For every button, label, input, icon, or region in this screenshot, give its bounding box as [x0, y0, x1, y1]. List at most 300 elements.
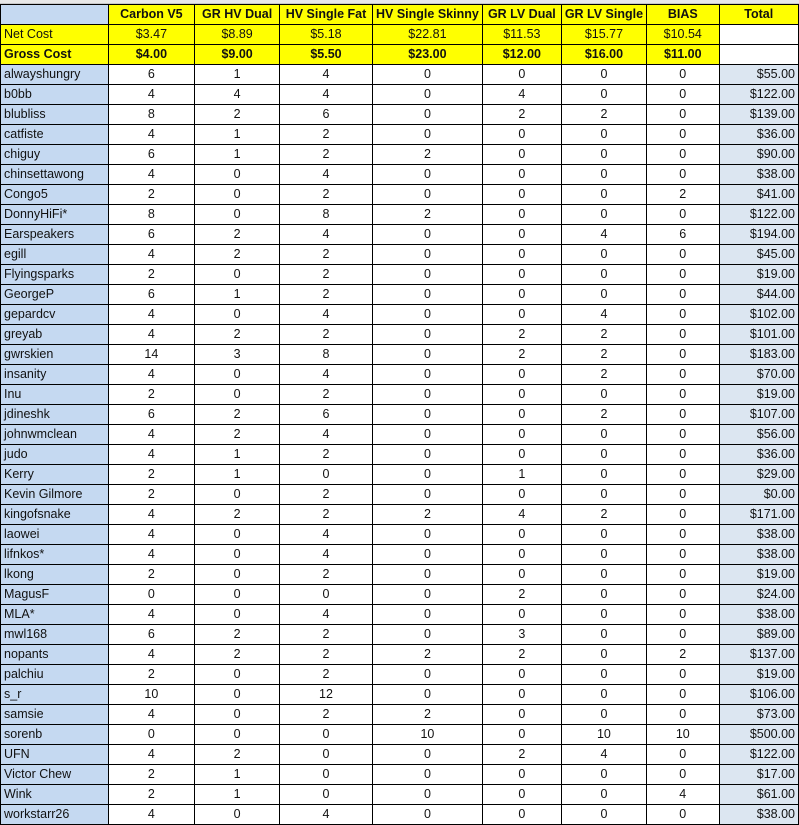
quantity-cell[interactable]: 0 — [195, 545, 280, 565]
quantity-cell[interactable]: 2 — [561, 345, 646, 365]
quantity-cell[interactable]: 0 — [372, 245, 482, 265]
quantity-cell[interactable]: 0 — [372, 405, 482, 425]
quantity-cell[interactable]: 4 — [108, 245, 195, 265]
quantity-cell[interactable]: 0 — [561, 205, 646, 225]
quantity-cell[interactable]: 2 — [195, 405, 280, 425]
quantity-cell[interactable]: 6 — [280, 105, 373, 125]
quantity-cell[interactable]: 0 — [561, 645, 646, 665]
quantity-cell[interactable]: 0 — [482, 165, 561, 185]
column-header-gr-lv-dual[interactable]: GR LV Dual — [482, 5, 561, 25]
quantity-cell[interactable]: 0 — [482, 605, 561, 625]
net-cost-cell[interactable]: $10.54 — [647, 25, 719, 45]
quantity-cell[interactable]: 0 — [647, 465, 719, 485]
quantity-cell[interactable]: 2 — [372, 205, 482, 225]
quantity-cell[interactable]: 0 — [482, 545, 561, 565]
quantity-cell[interactable]: 6 — [108, 145, 195, 165]
row-total-cell[interactable]: $183.00 — [719, 345, 799, 365]
net-cost-cell[interactable]: $3.47 — [108, 25, 195, 45]
quantity-cell[interactable]: 2 — [108, 785, 195, 805]
row-name-cell[interactable]: kingofsnake — [1, 505, 109, 525]
quantity-cell[interactable]: 2 — [482, 105, 561, 125]
row-total-cell[interactable]: $36.00 — [719, 125, 799, 145]
row-total-cell[interactable]: $0.00 — [719, 485, 799, 505]
row-total-cell[interactable]: $19.00 — [719, 665, 799, 685]
quantity-cell[interactable]: 4 — [561, 305, 646, 325]
quantity-cell[interactable]: 6 — [108, 285, 195, 305]
net-cost-cell[interactable]: $5.18 — [280, 25, 373, 45]
quantity-cell[interactable]: 1 — [195, 285, 280, 305]
quantity-cell[interactable]: 0 — [372, 65, 482, 85]
quantity-cell[interactable]: 2 — [482, 745, 561, 765]
quantity-cell[interactable]: 1 — [482, 465, 561, 485]
quantity-cell[interactable]: 4 — [108, 165, 195, 185]
quantity-cell[interactable]: 0 — [647, 345, 719, 365]
quantity-cell[interactable]: 10 — [108, 685, 195, 705]
row-total-cell[interactable]: $38.00 — [719, 605, 799, 625]
quantity-cell[interactable]: 10 — [647, 725, 719, 745]
quantity-cell[interactable]: 0 — [561, 165, 646, 185]
quantity-cell[interactable]: 6 — [108, 225, 195, 245]
quantity-cell[interactable]: 0 — [372, 385, 482, 405]
quantity-cell[interactable]: 0 — [482, 445, 561, 465]
row-total-cell[interactable]: $137.00 — [719, 645, 799, 665]
quantity-cell[interactable]: 0 — [482, 805, 561, 825]
column-header-carbon-v5[interactable]: Carbon V5 — [108, 5, 195, 25]
quantity-cell[interactable]: 0 — [561, 285, 646, 305]
quantity-cell[interactable]: 0 — [195, 385, 280, 405]
row-total-cell[interactable]: $89.00 — [719, 625, 799, 645]
quantity-cell[interactable]: 0 — [482, 485, 561, 505]
quantity-cell[interactable]: 4 — [561, 225, 646, 245]
row-name-cell[interactable]: Earspeakers — [1, 225, 109, 245]
quantity-cell[interactable]: 2 — [108, 185, 195, 205]
quantity-cell[interactable]: 4 — [108, 705, 195, 725]
quantity-cell[interactable]: 4 — [482, 505, 561, 525]
row-name-cell[interactable]: mwl168 — [1, 625, 109, 645]
quantity-cell[interactable]: 0 — [561, 65, 646, 85]
quantity-cell[interactable]: 0 — [195, 605, 280, 625]
row-name-cell[interactable]: palchiu — [1, 665, 109, 685]
row-name-cell[interactable]: lkong — [1, 565, 109, 585]
gross-cost-cell[interactable]: $12.00 — [482, 45, 561, 65]
quantity-cell[interactable]: 0 — [195, 805, 280, 825]
quantity-cell[interactable]: 0 — [372, 85, 482, 105]
row-total-cell[interactable]: $107.00 — [719, 405, 799, 425]
quantity-cell[interactable]: 0 — [372, 745, 482, 765]
quantity-cell[interactable]: 0 — [372, 585, 482, 605]
quantity-cell[interactable]: 4 — [280, 425, 373, 445]
quantity-cell[interactable]: 0 — [280, 465, 373, 485]
row-total-cell[interactable]: $106.00 — [719, 685, 799, 705]
quantity-cell[interactable]: 0 — [482, 765, 561, 785]
quantity-cell[interactable]: 0 — [482, 225, 561, 245]
quantity-cell[interactable]: 0 — [372, 225, 482, 245]
quantity-cell[interactable]: 0 — [482, 285, 561, 305]
quantity-cell[interactable]: 6 — [280, 405, 373, 425]
row-name-cell[interactable]: gwrskien — [1, 345, 109, 365]
quantity-cell[interactable]: 4 — [280, 525, 373, 545]
row-total-cell[interactable]: $101.00 — [719, 325, 799, 345]
row-name-cell[interactable]: UFN — [1, 745, 109, 765]
quantity-cell[interactable]: 0 — [372, 665, 482, 685]
quantity-cell[interactable]: 2 — [280, 325, 373, 345]
row-total-cell[interactable]: $41.00 — [719, 185, 799, 205]
quantity-cell[interactable]: 0 — [108, 585, 195, 605]
quantity-cell[interactable]: 4 — [108, 85, 195, 105]
row-name-cell[interactable]: GeorgeP — [1, 285, 109, 305]
quantity-cell[interactable]: 0 — [280, 585, 373, 605]
quantity-cell[interactable]: 0 — [195, 725, 280, 745]
quantity-cell[interactable]: 0 — [372, 805, 482, 825]
quantity-cell[interactable]: 1 — [195, 445, 280, 465]
quantity-cell[interactable]: 0 — [482, 725, 561, 745]
quantity-cell[interactable]: 2 — [482, 345, 561, 365]
quantity-cell[interactable]: 4 — [108, 805, 195, 825]
quantity-cell[interactable]: 0 — [647, 145, 719, 165]
quantity-cell[interactable]: 2 — [280, 245, 373, 265]
quantity-cell[interactable]: 4 — [108, 545, 195, 565]
quantity-cell[interactable]: 4 — [647, 785, 719, 805]
quantity-cell[interactable]: 2 — [108, 265, 195, 285]
quantity-cell[interactable]: 0 — [195, 705, 280, 725]
quantity-cell[interactable]: 1 — [195, 765, 280, 785]
quantity-cell[interactable]: 0 — [372, 605, 482, 625]
row-total-cell[interactable]: $24.00 — [719, 585, 799, 605]
quantity-cell[interactable]: 0 — [372, 545, 482, 565]
quantity-cell[interactable]: 2 — [647, 645, 719, 665]
quantity-cell[interactable]: 0 — [372, 185, 482, 205]
quantity-cell[interactable]: 4 — [280, 85, 373, 105]
quantity-cell[interactable]: 0 — [647, 125, 719, 145]
row-total-cell[interactable]: $55.00 — [719, 65, 799, 85]
row-name-cell[interactable]: MagusF — [1, 585, 109, 605]
row-name-cell[interactable]: jdineshk — [1, 405, 109, 425]
quantity-cell[interactable]: 0 — [647, 405, 719, 425]
quantity-cell[interactable]: 0 — [561, 265, 646, 285]
quantity-cell[interactable]: 2 — [195, 105, 280, 125]
quantity-cell[interactable]: 4 — [280, 805, 373, 825]
quantity-cell[interactable]: 0 — [561, 685, 646, 705]
quantity-cell[interactable]: 3 — [482, 625, 561, 645]
row-total-cell[interactable]: $38.00 — [719, 525, 799, 545]
quantity-cell[interactable]: 0 — [647, 585, 719, 605]
net-cost-cell[interactable]: $15.77 — [561, 25, 646, 45]
quantity-cell[interactable]: 0 — [195, 265, 280, 285]
quantity-cell[interactable]: 0 — [482, 705, 561, 725]
row-name-cell[interactable]: Flyingsparks — [1, 265, 109, 285]
row-total-cell[interactable]: $19.00 — [719, 265, 799, 285]
quantity-cell[interactable]: 2 — [372, 645, 482, 665]
quantity-cell[interactable]: 2 — [108, 385, 195, 405]
quantity-cell[interactable]: 0 — [482, 65, 561, 85]
row-total-cell[interactable]: $38.00 — [719, 805, 799, 825]
net-cost-label[interactable]: Net Cost — [1, 25, 109, 45]
quantity-cell[interactable]: 2 — [482, 585, 561, 605]
column-header-gr-hv-dual[interactable]: GR HV Dual — [195, 5, 280, 25]
quantity-cell[interactable]: 0 — [372, 425, 482, 445]
quantity-cell[interactable]: 10 — [372, 725, 482, 745]
quantity-cell[interactable]: 0 — [372, 445, 482, 465]
quantity-cell[interactable]: 0 — [561, 545, 646, 565]
quantity-cell[interactable]: 4 — [195, 85, 280, 105]
quantity-cell[interactable]: 2 — [561, 325, 646, 345]
quantity-cell[interactable]: 0 — [561, 185, 646, 205]
quantity-cell[interactable]: 6 — [108, 65, 195, 85]
quantity-cell[interactable]: 2 — [280, 285, 373, 305]
quantity-cell[interactable]: 0 — [372, 565, 482, 585]
quantity-cell[interactable]: 0 — [561, 765, 646, 785]
net-cost-cell[interactable]: $11.53 — [482, 25, 561, 45]
quantity-cell[interactable]: 0 — [561, 245, 646, 265]
quantity-cell[interactable]: 2 — [647, 185, 719, 205]
quantity-cell[interactable]: 0 — [482, 145, 561, 165]
row-name-cell[interactable]: Kevin Gilmore — [1, 485, 109, 505]
row-total-cell[interactable]: $122.00 — [719, 85, 799, 105]
quantity-cell[interactable]: 0 — [561, 665, 646, 685]
quantity-cell[interactable]: 0 — [647, 745, 719, 765]
quantity-cell[interactable]: 0 — [482, 665, 561, 685]
quantity-cell[interactable]: 8 — [280, 205, 373, 225]
quantity-cell[interactable]: 4 — [280, 365, 373, 385]
quantity-cell[interactable]: 2 — [372, 705, 482, 725]
gross-cost-cell[interactable]: $23.00 — [372, 45, 482, 65]
quantity-cell[interactable]: 6 — [108, 625, 195, 645]
quantity-cell[interactable]: 0 — [647, 445, 719, 465]
quantity-cell[interactable]: 0 — [561, 385, 646, 405]
quantity-cell[interactable]: 0 — [647, 605, 719, 625]
net-cost-cell[interactable]: $8.89 — [195, 25, 280, 45]
quantity-cell[interactable]: 2 — [482, 325, 561, 345]
row-total-cell[interactable]: $17.00 — [719, 765, 799, 785]
gross-cost-cell[interactable]: $11.00 — [647, 45, 719, 65]
quantity-cell[interactable]: 4 — [280, 305, 373, 325]
row-name-cell[interactable]: blubliss — [1, 105, 109, 125]
quantity-cell[interactable]: 0 — [482, 525, 561, 545]
quantity-cell[interactable]: 0 — [482, 265, 561, 285]
quantity-cell[interactable]: 8 — [108, 205, 195, 225]
quantity-cell[interactable]: 4 — [108, 365, 195, 385]
quantity-cell[interactable]: 2 — [280, 185, 373, 205]
row-total-cell[interactable]: $44.00 — [719, 285, 799, 305]
quantity-cell[interactable]: 2 — [280, 145, 373, 165]
quantity-cell[interactable]: 0 — [647, 65, 719, 85]
quantity-cell[interactable]: 0 — [561, 445, 646, 465]
quantity-cell[interactable]: 2 — [280, 505, 373, 525]
quantity-cell[interactable]: 4 — [108, 125, 195, 145]
quantity-cell[interactable]: 0 — [372, 525, 482, 545]
quantity-cell[interactable]: 2 — [195, 745, 280, 765]
row-name-cell[interactable]: judo — [1, 445, 109, 465]
row-name-cell[interactable]: DonnyHiFi* — [1, 205, 109, 225]
quantity-cell[interactable]: 0 — [647, 545, 719, 565]
quantity-cell[interactable]: 0 — [647, 165, 719, 185]
row-name-cell[interactable]: laowei — [1, 525, 109, 545]
row-total-cell[interactable]: $73.00 — [719, 705, 799, 725]
quantity-cell[interactable]: 2 — [561, 505, 646, 525]
quantity-cell[interactable]: 0 — [647, 245, 719, 265]
column-header-bias[interactable]: BIAS — [647, 5, 719, 25]
quantity-cell[interactable]: 4 — [482, 85, 561, 105]
row-name-cell[interactable]: alwayshungry — [1, 65, 109, 85]
quantity-cell[interactable]: 4 — [108, 325, 195, 345]
quantity-cell[interactable]: 0 — [280, 765, 373, 785]
gross-cost-cell[interactable]: $4.00 — [108, 45, 195, 65]
quantity-cell[interactable]: 0 — [372, 125, 482, 145]
quantity-cell[interactable]: 2 — [280, 265, 373, 285]
quantity-cell[interactable]: 0 — [372, 485, 482, 505]
quantity-cell[interactable]: 0 — [647, 805, 719, 825]
quantity-cell[interactable]: 0 — [561, 785, 646, 805]
quantity-cell[interactable]: 2 — [108, 485, 195, 505]
quantity-cell[interactable]: 4 — [280, 545, 373, 565]
quantity-cell[interactable]: 0 — [195, 565, 280, 585]
quantity-cell[interactable]: 0 — [195, 205, 280, 225]
quantity-cell[interactable]: 0 — [482, 365, 561, 385]
quantity-cell[interactable]: 0 — [561, 465, 646, 485]
quantity-cell[interactable]: 0 — [647, 485, 719, 505]
quantity-cell[interactable]: 0 — [195, 485, 280, 505]
row-name-cell[interactable]: sorenb — [1, 725, 109, 745]
quantity-cell[interactable]: 2 — [280, 485, 373, 505]
gross-cost-total-empty[interactable] — [719, 45, 799, 65]
quantity-cell[interactable]: 3 — [195, 345, 280, 365]
quantity-cell[interactable]: 0 — [561, 605, 646, 625]
quantity-cell[interactable]: 0 — [482, 205, 561, 225]
quantity-cell[interactable]: 2 — [372, 505, 482, 525]
quantity-cell[interactable]: 2 — [195, 505, 280, 525]
row-name-cell[interactable]: egill — [1, 245, 109, 265]
quantity-cell[interactable]: 0 — [482, 385, 561, 405]
row-total-cell[interactable]: $38.00 — [719, 545, 799, 565]
quantity-cell[interactable]: 0 — [561, 125, 646, 145]
quantity-cell[interactable]: 4 — [108, 505, 195, 525]
row-name-cell[interactable]: chinsettawong — [1, 165, 109, 185]
quantity-cell[interactable]: 2 — [280, 665, 373, 685]
row-total-cell[interactable]: $194.00 — [719, 225, 799, 245]
row-total-cell[interactable]: $61.00 — [719, 785, 799, 805]
quantity-cell[interactable]: 0 — [647, 105, 719, 125]
row-total-cell[interactable]: $56.00 — [719, 425, 799, 445]
quantity-cell[interactable]: 0 — [647, 525, 719, 545]
row-total-cell[interactable]: $102.00 — [719, 305, 799, 325]
quantity-cell[interactable]: 0 — [195, 525, 280, 545]
quantity-cell[interactable]: 0 — [195, 665, 280, 685]
quantity-cell[interactable]: 0 — [561, 525, 646, 545]
row-name-cell[interactable]: chiguy — [1, 145, 109, 165]
quantity-cell[interactable]: 2 — [195, 425, 280, 445]
quantity-cell[interactable]: 0 — [372, 785, 482, 805]
quantity-cell[interactable]: 4 — [108, 745, 195, 765]
quantity-cell[interactable]: 2 — [195, 245, 280, 265]
quantity-cell[interactable]: 0 — [482, 245, 561, 265]
row-total-cell[interactable]: $171.00 — [719, 505, 799, 525]
quantity-cell[interactable]: 2 — [482, 645, 561, 665]
quantity-cell[interactable]: 0 — [647, 425, 719, 445]
gross-cost-cell[interactable]: $5.50 — [280, 45, 373, 65]
quantity-cell[interactable]: 0 — [195, 585, 280, 605]
quantity-cell[interactable]: 0 — [561, 425, 646, 445]
quantity-cell[interactable]: 0 — [561, 805, 646, 825]
quantity-cell[interactable]: 0 — [482, 305, 561, 325]
quantity-cell[interactable]: 0 — [647, 765, 719, 785]
row-name-cell[interactable]: MLA* — [1, 605, 109, 625]
quantity-cell[interactable]: 2 — [280, 625, 373, 645]
row-name-cell[interactable]: greyab — [1, 325, 109, 345]
quantity-cell[interactable]: 0 — [372, 765, 482, 785]
quantity-cell[interactable]: 4 — [280, 65, 373, 85]
row-total-cell[interactable]: $500.00 — [719, 725, 799, 745]
quantity-cell[interactable]: 2 — [561, 365, 646, 385]
net-cost-cell[interactable]: $22.81 — [372, 25, 482, 45]
quantity-cell[interactable]: 0 — [647, 325, 719, 345]
quantity-cell[interactable]: 4 — [280, 225, 373, 245]
row-total-cell[interactable]: $38.00 — [719, 165, 799, 185]
quantity-cell[interactable]: 0 — [647, 265, 719, 285]
quantity-cell[interactable]: 2 — [195, 325, 280, 345]
quantity-cell[interactable]: 0 — [647, 385, 719, 405]
column-header-gr-lv-single[interactable]: GR LV Single — [561, 5, 646, 25]
quantity-cell[interactable]: 2 — [280, 645, 373, 665]
quantity-cell[interactable]: 14 — [108, 345, 195, 365]
quantity-cell[interactable]: 6 — [108, 405, 195, 425]
quantity-cell[interactable]: 4 — [108, 305, 195, 325]
row-name-cell[interactable]: Kerry — [1, 465, 109, 485]
row-name-cell[interactable]: insanity — [1, 365, 109, 385]
quantity-cell[interactable]: 1 — [195, 465, 280, 485]
quantity-cell[interactable]: 2 — [195, 625, 280, 645]
row-total-cell[interactable]: $45.00 — [719, 245, 799, 265]
quantity-cell[interactable]: 1 — [195, 145, 280, 165]
column-header-total[interactable]: Total — [719, 5, 799, 25]
quantity-cell[interactable]: 2 — [561, 105, 646, 125]
quantity-cell[interactable]: 4 — [561, 745, 646, 765]
quantity-cell[interactable]: 0 — [647, 85, 719, 105]
row-name-cell[interactable]: Congo5 — [1, 185, 109, 205]
row-name-cell[interactable]: Inu — [1, 385, 109, 405]
quantity-cell[interactable]: 2 — [108, 765, 195, 785]
row-name-cell[interactable]: johnwmclean — [1, 425, 109, 445]
quantity-cell[interactable]: 0 — [482, 565, 561, 585]
row-name-cell[interactable]: Victor Chew — [1, 765, 109, 785]
quantity-cell[interactable]: 0 — [372, 325, 482, 345]
quantity-cell[interactable]: 0 — [108, 725, 195, 745]
quantity-cell[interactable]: 0 — [372, 365, 482, 385]
quantity-cell[interactable]: 0 — [647, 205, 719, 225]
quantity-cell[interactable]: 0 — [482, 785, 561, 805]
row-name-cell[interactable]: nopants — [1, 645, 109, 665]
row-name-cell[interactable]: samsie — [1, 705, 109, 725]
quantity-cell[interactable]: 0 — [280, 745, 373, 765]
quantity-cell[interactable]: 8 — [280, 345, 373, 365]
row-name-cell[interactable]: lifnkos* — [1, 545, 109, 565]
quantity-cell[interactable]: 2 — [280, 705, 373, 725]
quantity-cell[interactable]: 4 — [108, 605, 195, 625]
quantity-cell[interactable]: 0 — [647, 685, 719, 705]
quantity-cell[interactable]: 0 — [647, 505, 719, 525]
quantity-cell[interactable]: 4 — [280, 165, 373, 185]
quantity-cell[interactable]: 2 — [108, 665, 195, 685]
quantity-cell[interactable]: 0 — [647, 665, 719, 685]
quantity-cell[interactable]: 0 — [195, 165, 280, 185]
quantity-cell[interactable]: 0 — [561, 585, 646, 605]
quantity-cell[interactable]: 0 — [482, 125, 561, 145]
column-header-hv-single-skinny[interactable]: HV Single Skinny — [372, 5, 482, 25]
row-total-cell[interactable]: $122.00 — [719, 205, 799, 225]
quantity-cell[interactable]: 0 — [372, 165, 482, 185]
quantity-cell[interactable]: 0 — [561, 565, 646, 585]
quantity-cell[interactable]: 0 — [195, 365, 280, 385]
gross-cost-label[interactable]: Gross Cost — [1, 45, 109, 65]
